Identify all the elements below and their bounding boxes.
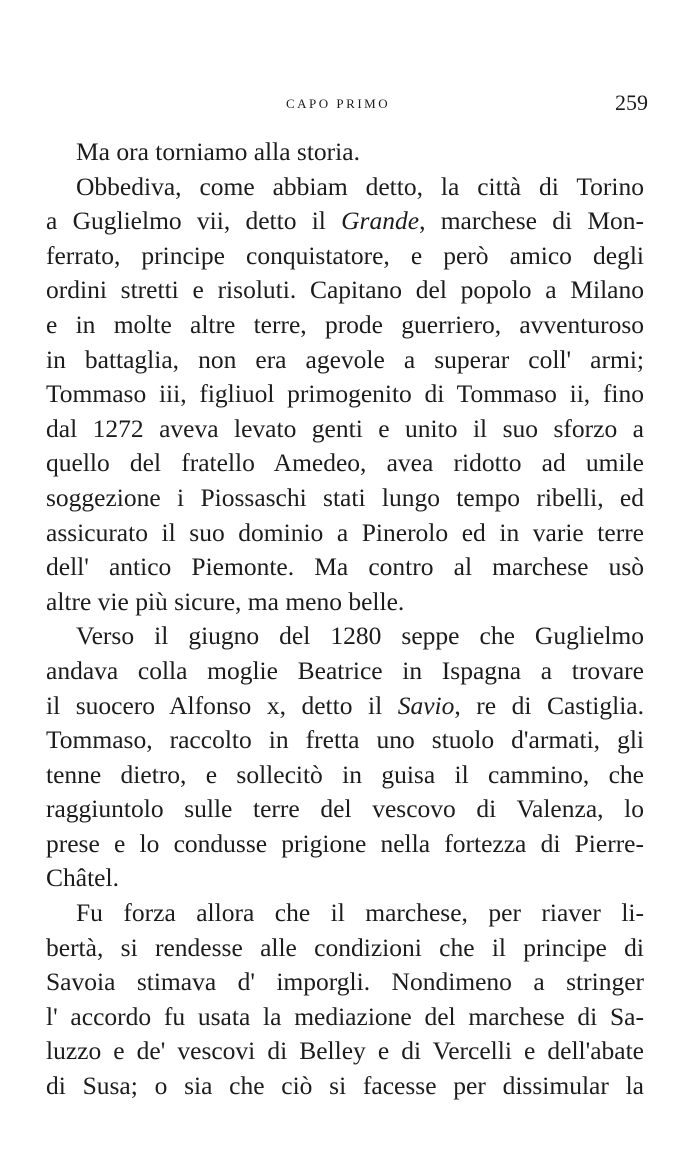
page-number: 259 (615, 90, 648, 115)
text-line: ordini stretti e risoluti. Capitano del popolo a Milano (46, 275, 644, 305)
text-line: raggiuntolo sulle terre del vescovo di Valenza, lo (46, 794, 644, 824)
text-line: Châtel. (46, 863, 119, 893)
text-run: il suocero Alfonso x, detto il (46, 690, 398, 720)
text-line: prese e lo condusse prigione nella fortezza di Pierre- (46, 828, 644, 858)
italic-text: Grande (341, 206, 420, 236)
text-line: assicurato il suo dominio a Pinerolo ed in varie terre (46, 517, 644, 547)
text-line: di Susa; o sia che ciò si facesse per dissimular la (46, 1071, 644, 1101)
text-line: Verso il giugno del 1280 seppe che Guglielmo (76, 621, 644, 651)
paragraph (46, 896, 644, 1104)
paragraph (46, 619, 644, 896)
text-line: ferrato, principe conquistatore, e però amico degli (46, 240, 644, 270)
text-line: luzzo e de' vescovi di Belley e di Vercelli e dell'abate (46, 1036, 644, 1066)
italic-text: Savio (397, 690, 455, 720)
text-line: altre vie più sicure, ma meno belle. (46, 586, 405, 616)
text-line: Savoia stimava d' imporgli. Nondimeno a stringer (46, 967, 644, 997)
text-line: soggezione i Piossaschi stati lungo tempo ribelli, ed (46, 482, 644, 512)
text-line: dell' antico Piemonte. Ma contro al marchese usò (46, 552, 644, 582)
text-line: andava colla moglie Beatrice in Ispagna a trovare (46, 655, 644, 685)
text-line: Ma ora torniamo alla storia. (76, 137, 360, 166)
paragraph (46, 135, 644, 170)
body-text (46, 135, 644, 1104)
text-line: l' accordo fu usata la mediazione del marchese di Sa- (46, 1001, 644, 1031)
text-run: , marchese di Mon- (419, 206, 644, 236)
text-line: Obbediva, come abbiam detto, la città di Torino (76, 171, 644, 201)
text-line: Fu forza allora che il marchese, per riaver li- (76, 898, 644, 928)
running-title: CAPO PRIMO (286, 96, 391, 111)
text-run: a Guglielmo vii, detto il (46, 206, 342, 236)
text-line: quello del fratello Amedeo, avea ridotto ad umile (46, 448, 644, 478)
text-line: Tommaso iii, figliuol primogenito di Tommaso ii, fino (46, 379, 644, 409)
text-line (46, 689, 644, 724)
text-line (46, 204, 644, 239)
text-line: dal 1272 aveva levato genti e unito il suo sforzo a (46, 413, 644, 443)
running-head (0, 88, 700, 118)
text-line: tenne dietro, e sollecitò in guisa il cammino, che (46, 759, 644, 789)
text-line: Tommaso, raccolto in fretta uno stuolo d'armati, gli (46, 725, 644, 755)
text-line: e in molte altre terre, prode guerriero, avventuroso (46, 309, 644, 339)
text-line: bertà, si rendesse alle condizioni che il principe di (46, 932, 644, 962)
paragraph (46, 170, 644, 620)
text-line: in battaglia, non era agevole a superar coll' armi; (46, 344, 644, 374)
text-run: , re di Castiglia. (454, 690, 644, 720)
